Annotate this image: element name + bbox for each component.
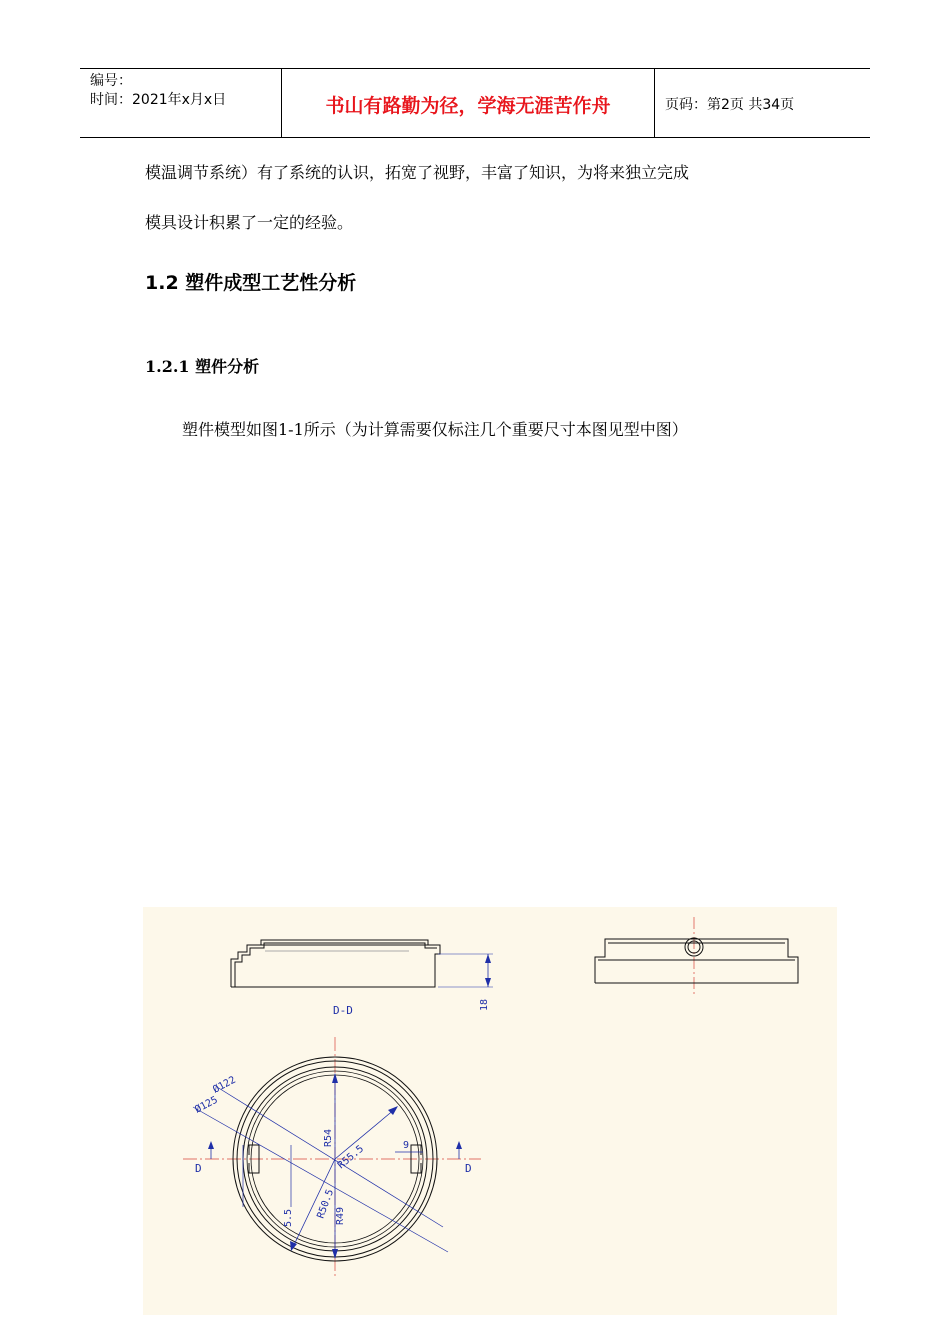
page-info: 页码：第2页 共34页 (665, 97, 795, 113)
dim-r49: R49 (335, 1206, 346, 1225)
section-title: 1.2 塑件成型工艺性分析 (145, 272, 357, 294)
dim-9: 9 (403, 1140, 410, 1151)
cut-label-left: D (195, 1162, 202, 1175)
header-left-cell (90, 72, 226, 110)
dim-d125: Ø125 (193, 1094, 220, 1116)
date-label: 时间：2021年x月x日 (90, 92, 227, 108)
number-label: 编号： (90, 73, 132, 89)
section-view (231, 940, 493, 987)
dim-height: 18 (479, 998, 490, 1011)
dim-5-5: 5.5 (283, 1208, 294, 1227)
dim-r50-5: R50.5 (315, 1187, 337, 1221)
part-drawing-figure (143, 907, 837, 1315)
top-view (183, 1037, 481, 1279)
header-divider (654, 69, 655, 137)
subsection-title: 1.2.1 塑件分析 (145, 357, 260, 376)
dim-r55-5: R55.5 (335, 1143, 366, 1172)
dim-d122: Ø122 (211, 1074, 238, 1096)
paragraph-line: 塑件模型如图1-1所示（为计算需要仅标注几个重要尺寸本图见型中图） (182, 420, 688, 439)
page-header (80, 68, 870, 138)
cad-drawing (143, 907, 837, 1315)
header-motto: 书山有路勤为径，学海无涯苦作舟 (325, 95, 611, 117)
dim-r54: R54 (323, 1128, 334, 1147)
section-label: D-D (333, 1004, 353, 1017)
cut-label-right: D (465, 1162, 472, 1175)
paragraph-line: 模具设计积累了一定的经验。 (145, 213, 354, 232)
paragraph-line: 模温调节系统）有了系统的认识，拓宽了视野，丰富了知识，为将来独立完成 (145, 163, 690, 182)
side-view (595, 917, 798, 997)
